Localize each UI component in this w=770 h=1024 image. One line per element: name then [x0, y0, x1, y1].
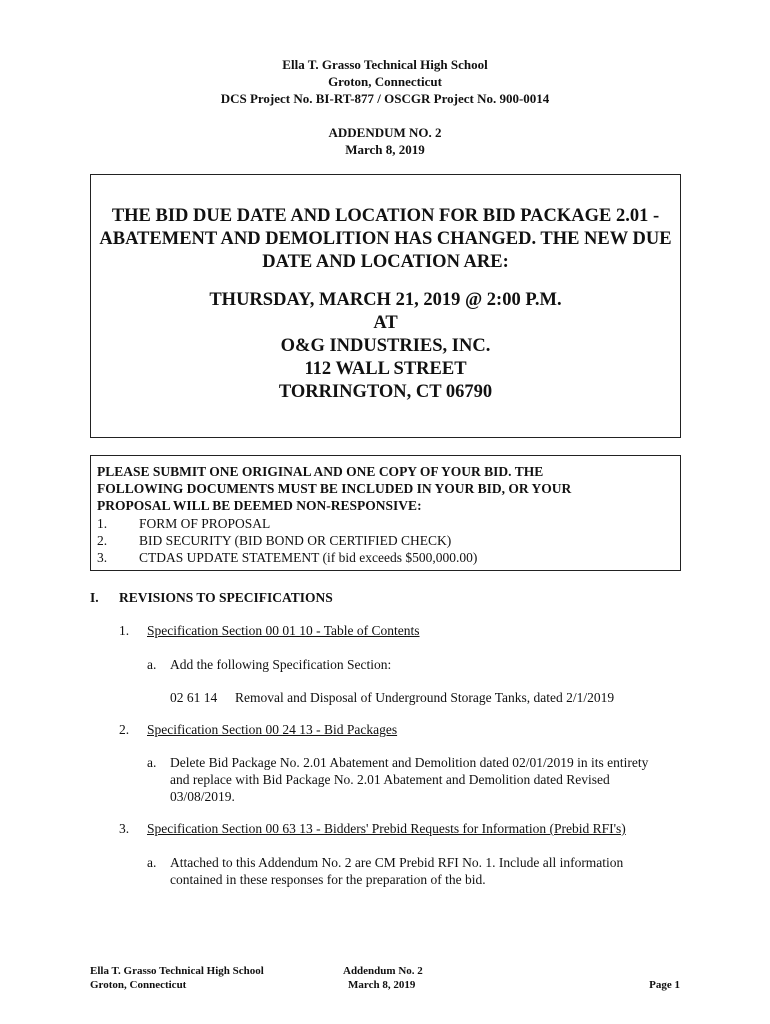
requirement-text: CTDAS UPDATE STATEMENT (if bid exceeds $500,000.00)	[139, 550, 478, 565]
spec-section-title: Specification Section 00 63 13 - Bidders' Prebid Requests for Information (Prebid RFI's)	[147, 821, 626, 836]
sub-text-line: and replace with Bid Package No. 2.01 Abatement and Demolition dated Revised	[170, 772, 610, 787]
notice-datetime: THURSDAY, MARCH 21, 2019 @ 2:00 P.M.	[209, 290, 562, 310]
item-number: 3.	[119, 821, 130, 836]
notice-street: 112 WALL STREET	[304, 359, 467, 379]
addendum-title: ADDENDUM NO. 2	[328, 125, 442, 140]
footer-location: Groton, Connecticut	[90, 979, 187, 991]
submit-line-2: FOLLOWING DOCUMENTS MUST BE INCLUDED IN YOUR BID, OR YOUR	[97, 481, 572, 496]
notice-at: AT	[373, 313, 398, 333]
section-title: REVISIONS TO SPECIFICATIONS	[119, 590, 333, 605]
section-numeral: I.	[90, 590, 99, 605]
notice-line-3: DATE AND LOCATION ARE:	[262, 252, 509, 272]
bid-due-notice-box	[90, 174, 681, 438]
submit-line-3: PROPOSAL WILL BE DEEMED NON-RESPONSIVE:	[97, 498, 422, 513]
submission-requirements-box	[90, 455, 681, 571]
submit-line-1: PLEASE SUBMIT ONE ORIGINAL AND ONE COPY OF YOUR BID. THE	[97, 464, 544, 479]
notice-company: O&G INDUSTRIES, INC.	[280, 336, 491, 356]
requirement-text: FORM OF PROPOSAL	[139, 516, 271, 531]
footer-school: Ella T. Grasso Technical High School	[90, 965, 264, 977]
notice-line-2: ABATEMENT AND DEMOLITION HAS CHANGED. THE NEW DUE	[99, 229, 672, 249]
footer-addendum: Addendum No. 2	[343, 965, 423, 977]
addendum-date: March 8, 2019	[345, 142, 425, 157]
requirement-text: BID SECURITY (BID BOND OR CERTIFIED CHECK)	[139, 533, 452, 548]
project-number: DCS Project No. BI-RT-877 / OSCGR Project No. 900-0014	[220, 91, 550, 106]
spec-section-title: Specification Section 00 01 10 - Table of Contents	[147, 623, 420, 638]
sub-letter: a.	[147, 755, 157, 770]
school-location: Groton, Connecticut	[328, 74, 442, 89]
sub-text-line: Attached to this Addendum No. 2 are CM Prebid RFI No. 1. Include all information	[170, 855, 624, 870]
page-number: Page 1	[649, 979, 680, 991]
sub-letter: a.	[147, 657, 157, 672]
spec-code: 02 61 14	[170, 690, 218, 705]
sub-text-line: Delete Bid Package No. 2.01 Abatement and Demolition dated 02/01/2019 in its entirety	[170, 755, 649, 770]
item-number: 2.	[119, 722, 130, 737]
spec-entry-text: Removal and Disposal of Underground Storage Tanks, dated 2/1/2019	[235, 690, 615, 705]
requirement-number: 3.	[97, 550, 108, 565]
notice-city: TORRINGTON, CT 06790	[278, 382, 493, 402]
footer-date: March 8, 2019	[348, 979, 416, 991]
item-number: 1.	[119, 623, 130, 638]
sub-text: Add the following Specification Section:	[170, 657, 392, 672]
spec-section-title: Specification Section 00 24 13 - Bid Packages	[147, 722, 398, 737]
notice-line-1: THE BID DUE DATE AND LOCATION FOR BID PACKAGE 2.01 -	[111, 206, 660, 226]
requirement-number: 2.	[97, 533, 108, 548]
sub-letter: a.	[147, 855, 157, 870]
sub-text-line: contained in these responses for the preparation of the bid.	[170, 872, 486, 887]
school-name: Ella T. Grasso Technical High School	[282, 57, 488, 72]
requirement-number: 1.	[97, 516, 108, 531]
sub-text-line: 03/08/2019.	[170, 789, 235, 804]
